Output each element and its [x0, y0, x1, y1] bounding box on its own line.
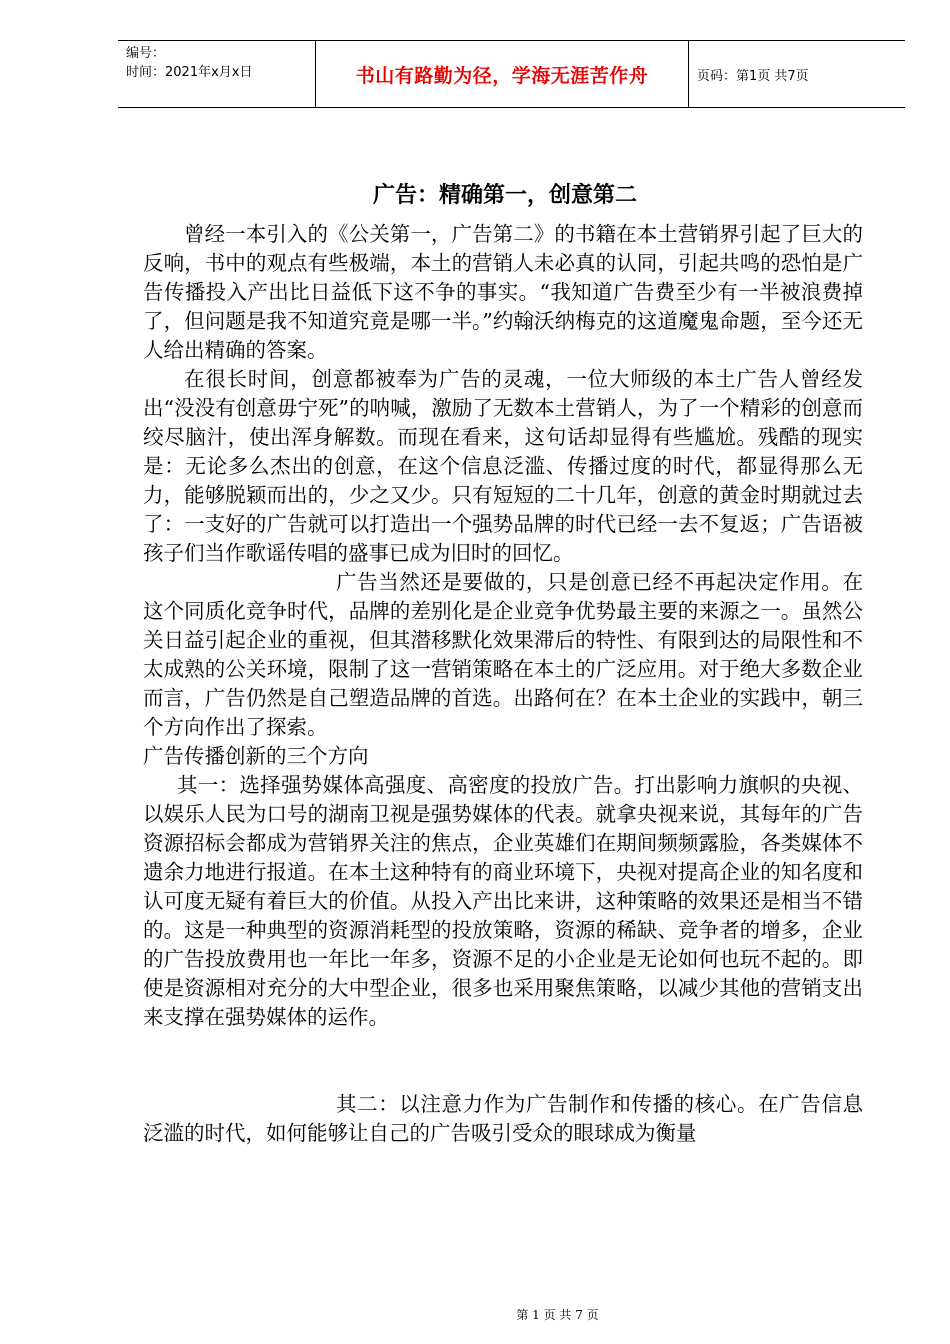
- paragraph: 曾经一本引入的《公关第一，广告第二》的书籍在本土营销界引起了巨大的反响，书中的观点有些极端，本土的营销人未必真的认同，引起共鸣的恐怕是广告传播投入产出比日益低下这不争的事实。“我知道广告费至少有一半被浪费掉了，但问题是我不知道究竟是哪一半。”约翰沃纳梅克的这道魔鬼命题，至今还无人给出精确的答案。: [143, 222, 863, 362]
- page-footer: 第 1 页 共 7 页: [516, 1308, 599, 1322]
- header-page-info: 页码：第1页 共7页: [697, 68, 809, 84]
- document-number-label: 编号：: [126, 46, 166, 61]
- document-body: [143, 220, 863, 1148]
- paragraph: 在很长时间，创意都被奉为广告的灵魂，一位大师级的本土广告人曾经发出“没没有创意毋宁死”的呐喊，激励了无数本土营销人，为了一个精彩的创意而绞尽脑汁，使出浑身解数。而现在看来，这句话却显得有些尴尬。残酷的现实是：无论多么杰出的创意，在这个信息泛滥、传播过度的时代，都显得那么无力，能够脱颖而出的，少之又少。只有短短的二十几年，创意的黄金时期就过去了：一支好的广告就可以打造出一个强势品牌的时代已经一去不复返；广告语被孩子们当作歌谣传唱的盛事已成为旧时的回忆。: [143, 367, 863, 565]
- page-header: [118, 40, 905, 108]
- document-time-label: 时间：2021年x月x日: [126, 65, 253, 80]
- section-heading: 广告传播创新的三个方向: [143, 744, 369, 768]
- header-motto: 书山有路勤为径，学海无涯苦作舟: [315, 41, 689, 107]
- paragraph: 广告当然还是要做的，只是创意已经不再起决定作用。在这个同质化竞争时代，品牌的差别化是企业竞争优势最主要的来源之一。虽然公关日益引起企业的重视，但其潜移默化效果滞后的特性、有限到达的局限性和不太成熟的公关环境，限制了这一营销策略在本土的广泛应用。对于绝大多数企业而言，广告仍然是自己塑造品牌的首选。出路何在？在本土企业的实践中，朝三个方向作出了探索。: [143, 570, 863, 739]
- paragraph: 其二：以注意力作为广告制作和传播的核心。在广告信息泛滥的时代，如何能够让自己的广告吸引受众的眼球成为衡量: [143, 1092, 863, 1145]
- header-meta: [118, 41, 315, 107]
- document-title: 广告：精确第一，创意第二: [372, 183, 637, 208]
- paragraph-spacer: [143, 1032, 863, 1090]
- paragraph: 其一：选择强势媒体高强度、高密度的投放广告。打出影响力旗帜的央视、以娱乐人民为口号的湖南卫视是强势媒体的代表。就拿央视来说，其每年的广告资源招标会都成为营销界关注的焦点，企业英雄们在期间频频露脸，各类媒体不遗余力地进行报道。在本土这种特有的商业环境下，央视对提高企业的知名度和认可度无疑有着巨大的价值。从投入产出比来讲，这种策略的效果还是相当不错的。这是一种典型的资源消耗型的投放策略，资源的稀缺、竞争者的增多，企业的广告投放费用也一年比一年多，资源不足的小企业是无论如何也玩不起的。即使是资源相对充分的大中型企业，很多也采用聚焦策略，以减少其他的营销支出来支撑在强势媒体的运作。: [143, 773, 863, 1029]
